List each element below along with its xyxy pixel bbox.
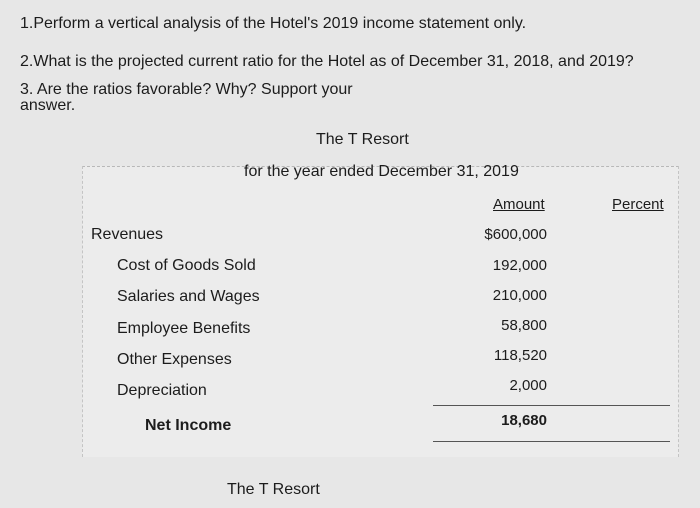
row-amount-net-income: 18,680 (501, 412, 547, 429)
question-3-continued: answer. (20, 97, 76, 114)
question-1: 1.Perform a vertical analysis of the Hotel's 2019 income statement only. (20, 15, 527, 32)
row-label-depreciation: Depreciation (117, 382, 207, 399)
statement-subtitle: for the year ended December 31, 2019 (244, 163, 519, 180)
row-amount-other-expenses: 118,520 (493, 347, 547, 364)
row-amount-employee-benefits: 58,800 (501, 317, 547, 334)
amount-column-header: Amount (493, 196, 545, 213)
row-amount-cost-of-goods-sold: 192,000 (492, 257, 547, 274)
row-label-salaries-and-wages: Salaries and Wages (117, 288, 260, 305)
row-amount-depreciation: 2,000 (509, 377, 547, 394)
row-amount-salaries-and-wages: 210,000 (492, 287, 547, 304)
footer-title: The T Resort (227, 481, 320, 498)
question-3: 3. Are the ratios favorable? Why? Support your (20, 81, 353, 98)
statement-title: The T Resort (316, 131, 409, 148)
question-2: 2.What is the projected current ratio for the Hotel as of December 31, 2018, and 2019? (20, 53, 634, 70)
row-label-net-income: Net Income (145, 417, 232, 434)
row-label-revenues: Revenues (91, 226, 164, 243)
percent-column-header: Percent (612, 196, 664, 213)
total-rule (433, 441, 670, 442)
row-label-other-expenses: Other Expenses (117, 351, 232, 368)
subtotal-rule (433, 405, 670, 406)
row-label-employee-benefits: Employee Benefits (117, 320, 251, 337)
income-statement-table (82, 166, 679, 457)
row-amount-revenues: $600,000 (484, 226, 547, 243)
row-label-cost-of-goods-sold: Cost of Goods Sold (117, 257, 256, 274)
